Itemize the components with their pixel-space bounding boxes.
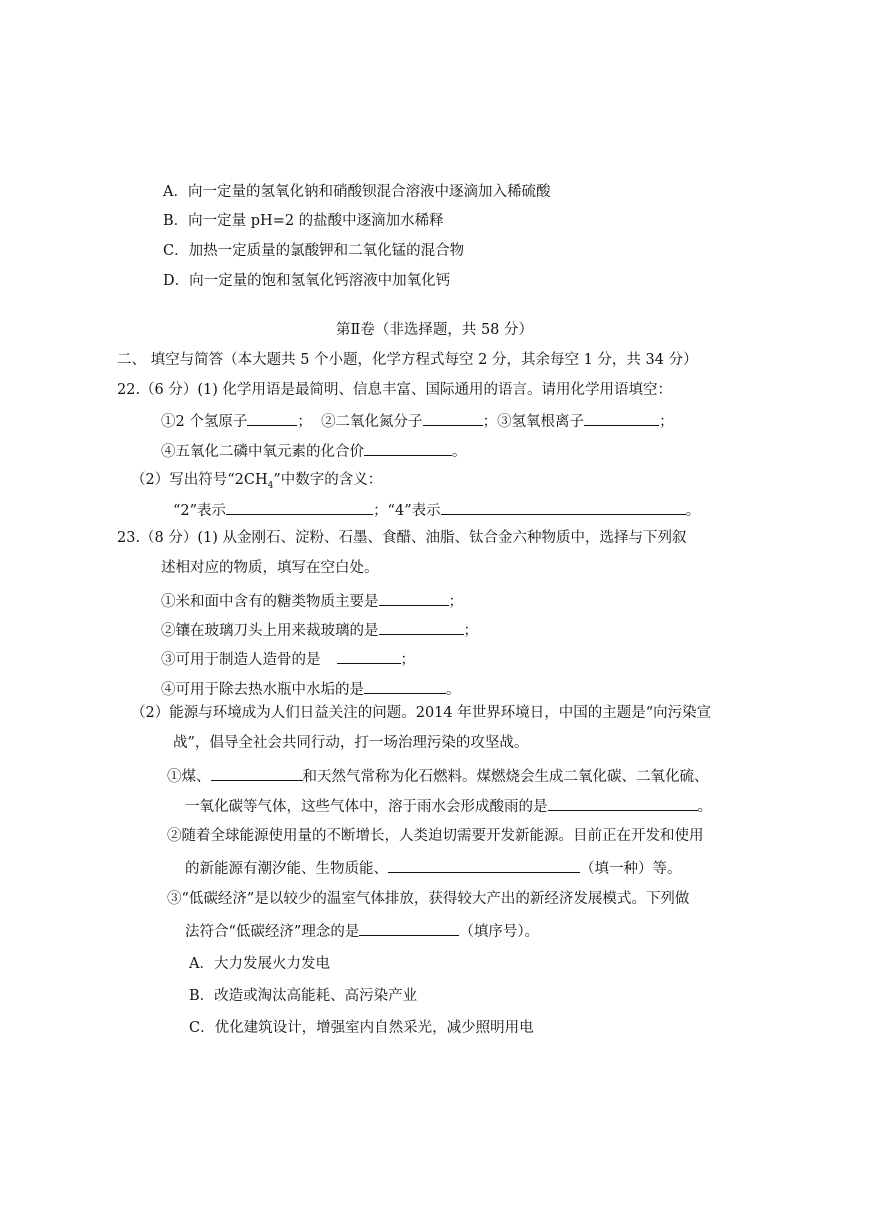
answer-blank[interactable]: [337, 648, 401, 664]
q23-sub1-a: [167, 765, 709, 787]
q22-line1: [161, 410, 674, 432]
answer-blank[interactable]: [441, 499, 686, 515]
q23-sub3-a: ③“低碳经济”是以较少的温室气体排放，获得较大产出的新经济发展模式。下列做: [167, 891, 690, 907]
q22-item1: ①2 个氢原子: [161, 414, 248, 430]
subscript: 4: [267, 480, 274, 491]
q23-option-a: A．大力发展火力发电: [189, 956, 330, 972]
period: 。: [697, 799, 712, 815]
q23-item3: [161, 648, 415, 670]
q23-sub1-text2: 和天然气常称为化石燃料。煤燃烧会生成二氧化碳、二氧化硫、: [302, 769, 709, 785]
separator: ；: [448, 594, 463, 610]
answer-blank[interactable]: [211, 765, 303, 781]
q23-item1-text: ①米和面中含有的糖类物质主要是: [161, 594, 379, 610]
separator: ；: [297, 414, 312, 430]
q23-sub3-text: 法符合“低碳经济”理念的是: [185, 924, 360, 940]
period: 。: [452, 444, 467, 460]
answer-blank[interactable]: [379, 619, 464, 635]
period: 。: [685, 503, 701, 519]
q22-intro: 22.（6 分）(1) 化学用语是最简明、信息丰富、国际通用的语言。请用化学用语填空：: [117, 382, 673, 398]
q22-two-label: “2”表示: [173, 503, 227, 519]
q23-sub3-text2: （填序号）。: [459, 924, 540, 940]
answer-blank[interactable]: [584, 410, 659, 426]
option-a: A．向一定量的氢氧化钠和硝酸钡混合溶液中逐滴加入稀硫酸: [163, 184, 551, 200]
separator: ；: [400, 652, 415, 668]
q22-line3: [173, 499, 700, 521]
q23-intro2: 述相对应的物质，填写在空白处。: [161, 560, 379, 576]
q23-sub1-b: [185, 795, 712, 817]
q23-sub1-text3: 一氧化碳等气体，这些气体中，溶于雨水会形成酸雨的是: [185, 799, 548, 815]
option-d: D．向一定量的饱和氢氧化钙溶液中加氧化钙: [163, 273, 451, 289]
q23-sub3-b: [185, 920, 539, 942]
answer-blank[interactable]: [247, 410, 297, 426]
q23-sub2-text: 的新能源有潮汐能、生物质能、: [185, 861, 388, 877]
q22-part2-text: （2）写出符号“2CH: [131, 472, 268, 488]
q23-option-b: B．改造或淘汰高能耗、高污染产业: [189, 988, 418, 1004]
option-c: C．加热一定质量的氯酸钾和二氧化锰的混合物: [163, 243, 465, 259]
q23-sub2-text2: （填一种）等。: [580, 861, 682, 877]
answer-blank[interactable]: [379, 590, 449, 606]
q22-four-label: ；“4”表示: [373, 503, 441, 519]
q22-item3: ③氢氧根离子: [497, 414, 585, 430]
q23-sub1-text: ①煤、: [167, 769, 211, 785]
q23-item4: [161, 678, 461, 700]
section-title: 第Ⅱ卷（非选择题，共 58 分）: [335, 322, 534, 338]
answer-blank[interactable]: [226, 499, 373, 515]
separator: ；: [659, 414, 674, 430]
separator: ；: [463, 623, 478, 639]
q23-item1: [161, 590, 463, 612]
q22-line2: [161, 440, 467, 462]
q23-part2-a: （2）能源与环境成为人们日益关注的问题。2014 年世界环境日，中国的主题是“向污染宣: [131, 705, 712, 721]
q23-part2-b: 战”，倡导全社会共同行动，打一场治理污染的攻坚战。: [173, 735, 529, 751]
q23-option-c: C．优化建筑设计，增强室内自然采光，减少照明用电: [189, 1020, 534, 1036]
answer-blank[interactable]: [423, 410, 483, 426]
q23-sub2-a: ②随着全球能源使用量的不断增长，人类迫切需要开发新能源。目前正在开发和使用: [167, 828, 704, 844]
answer-blank[interactable]: [364, 678, 446, 694]
q23-sub2-b: [185, 857, 682, 879]
answer-blank[interactable]: [364, 440, 452, 456]
section-heading: 二、 填空与简答（本大题共 5 个小题，化学方程式每空 2 分，其余每空 1 分，共 34 分）: [117, 352, 698, 368]
option-b: B．向一定量 pH=2 的盐酸中逐滴加水稀释: [163, 213, 444, 229]
separator: ；: [482, 414, 498, 430]
answer-blank[interactable]: [359, 920, 459, 936]
q23-intro1: 23.（8 分）(1) 从金刚石、淀粉、石墨、食醋、油脂、钛合金六种物质中，选择与下列叙: [117, 530, 687, 546]
answer-blank[interactable]: [388, 857, 580, 873]
q23-item3-text: ③可用于制造人造骨的是: [161, 652, 321, 668]
q22-item2: ②二氧化氮分子: [321, 414, 423, 430]
q22-part2-end: ”中数字的含义：: [273, 472, 383, 488]
q23-item2-text: ②镶在玻璃刀头上用来裁玻璃的是: [161, 623, 379, 639]
answer-blank[interactable]: [548, 795, 698, 811]
q22-item4: ④五氧化二磷中氧元素的化合价: [161, 444, 364, 460]
q22-part2: [131, 470, 382, 496]
q23-item4-text: ④可用于除去热水瓶中水垢的是: [161, 682, 364, 698]
q23-item2: [161, 619, 478, 641]
period: 。: [446, 682, 461, 698]
